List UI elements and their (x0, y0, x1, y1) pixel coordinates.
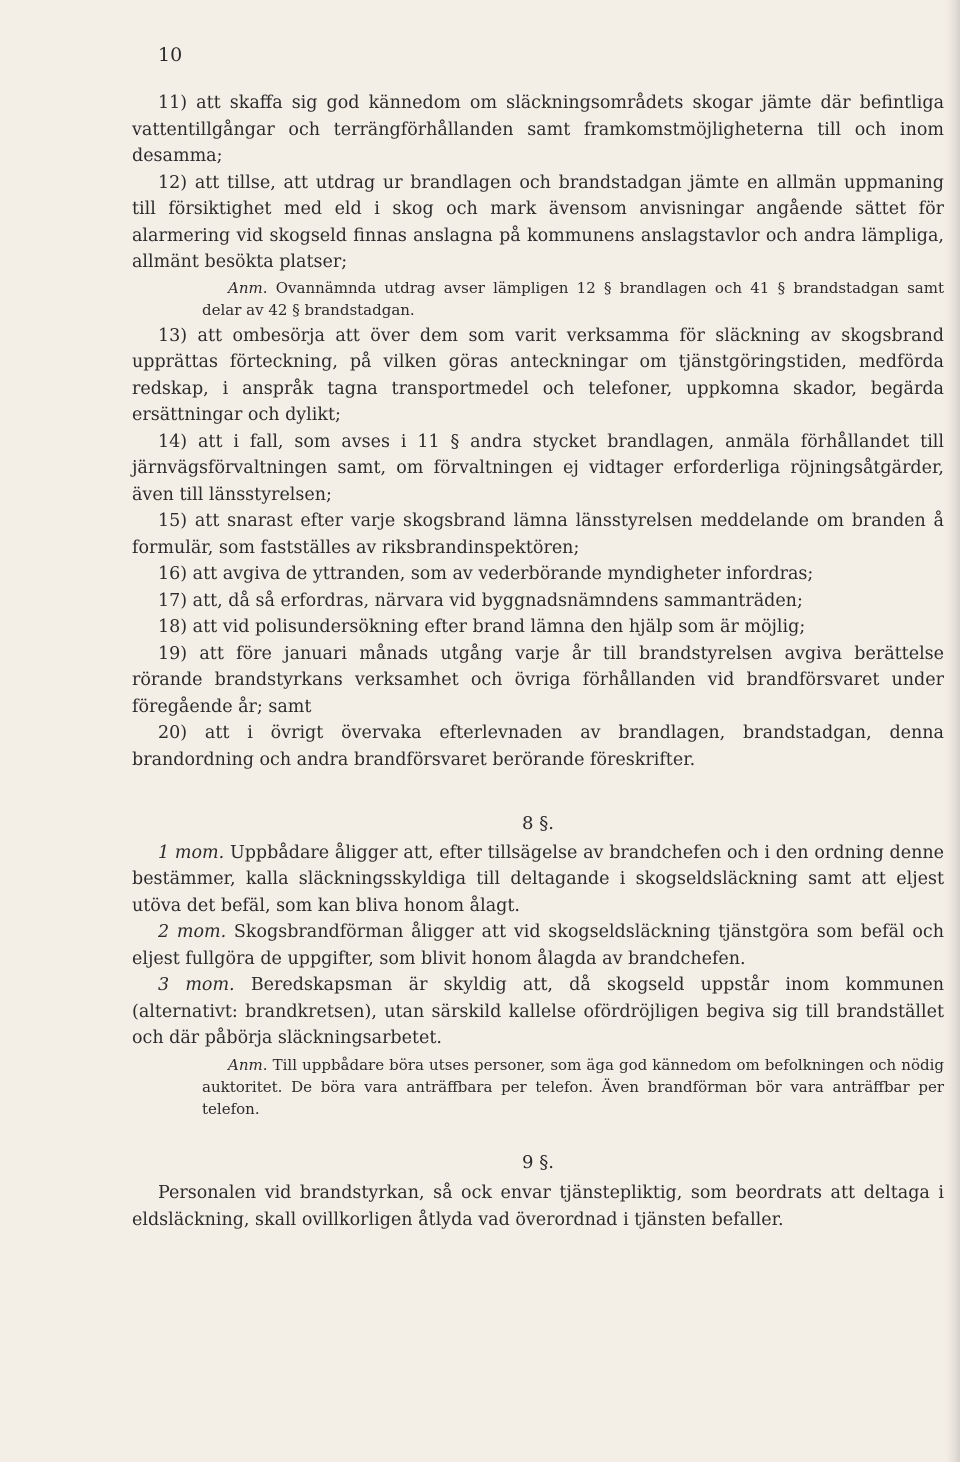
mom-text: Uppbådare åligger att, efter tillsägelse av brandchefen och i den ordning denne bestämmer, kalla släckningsskyldiga till deltagande i skogseldsläckning samt att eljest utöva det befäl, som kan bliva honom ålagt. (132, 842, 945, 916)
paragraph-mom-2 (132, 919, 944, 972)
list-item: 17) att, då så erfordras, närvara vid byggnadsnämndens sammanträden; (158, 590, 803, 611)
annotation-note (132, 1054, 944, 1120)
list-item: 16) att avgiva de yttranden, som av vederbörande myndigheter infordras; (158, 564, 814, 584)
mom-label: 3 mom. (158, 975, 235, 995)
list-item: 15) att snarast efter varje skogsbrand lämna länsstyrelsen meddelande om branden å formulär, som fastställes av riksbrandinspektören; (132, 511, 944, 558)
annotation-note (132, 277, 944, 321)
annotation-text: Ovannämnda utdrag avser lämpligen 12 § brandlagen och 41 § brandstadgan samt delar av 42 § brandstadgan. (202, 278, 944, 319)
page-edge-shadow (946, 0, 960, 1462)
mom-label: 1 mom. (158, 842, 225, 863)
page-number: 10 (158, 44, 183, 66)
paragraph-mom-3 (132, 972, 944, 1052)
document-body (132, 90, 944, 1233)
section-heading: 9 §. (522, 1151, 554, 1173)
paragraph-section-9: Personalen vid brandstyrkan, så ock envar tjänstepliktig, som beordrats att deltaga i eldsläckning, skall ovillkorligen åtlyda vad överordnad i tjänsten befaller. (132, 1183, 944, 1230)
annotation-label: Anm. (228, 278, 268, 297)
annotation-label: Anm. (228, 1055, 268, 1074)
mom-text: Skogsbrandförman åligger att vid skogseldsläckning tjänstgöra som befäl och eljest fullgöra de uppgifter, som blivit honom ålagda av brandchefen. (132, 922, 944, 969)
mom-text: Beredskapsman är skyldig att, då skogseld uppstår inom kommunen (alternativt: brandkretsen), utan särskild kallelse ofördröjligen begiva sig till brandstället och där påbörja släckningsarbetet. (132, 975, 945, 1048)
list-item: 11) att skaffa sig god kännedom om släckningsområdets skogar jämte där befintliga vattentillgångar och terrängförhållanden samt framkomstmöjligheterna till och inom desamma; (132, 93, 944, 166)
mom-label: 2 mom. (158, 922, 227, 942)
list-item: 14) att i fall, som avses i 11 § andra stycket brandlagen, anmäla förhållandet till järnvägsförvaltningen samt, om förvaltningen ej vidtager erforderliga röjningsåtgärder, även till länsstyrelsen; (132, 431, 944, 505)
list-item: 18) att vid polisundersökning efter brand lämna den hjälp som är möjlig; (158, 617, 806, 637)
annotation-text: Till uppbådare böra utses personer, som äga god kännedom om befolkningen och nödig auktoritet. De böra vara anträffbara per telefon. Även brandförman bör vara anträffbar per telefon. (202, 1055, 944, 1118)
list-item: 20) att i övrigt övervaka efterlevnaden av brandlagen, brandstadgan, denna brandordning och andra brandförsvaret berörande föreskrifter. (132, 723, 944, 770)
list-item: 12) att tillse, att utdrag ur brandlagen och brandstadgan jämte en allmän uppmaning till försiktighet med eld i skog och mark ävensom anvisningar angående sättet för alarmering vid skogseld finnas anslagna på kommunens anslagstavlor och andra lämpliga, allmänt besökta platser; (132, 172, 944, 272)
list-item: 19) att före januari månads utgång varje år till brandstyrelsen avgiva berättelse rörande brandstyrkans verksamhet och övriga förhållanden vid brandförsvaret under föregående år; samt (132, 643, 944, 717)
list-item: 13) att ombesörja att över dem som varit verksamma för släckning av skogsbrand upprättas förteckning, på vilken göras anteckningar om tjänstgöringstiden, medförda redskap, i anspråk tagna transportmedel och telefoner, uppkomna skador, begärda ersättningar och dylikt; (132, 325, 944, 425)
paragraph-mom-1 (132, 840, 944, 920)
section-heading: 8 §. (522, 813, 554, 834)
